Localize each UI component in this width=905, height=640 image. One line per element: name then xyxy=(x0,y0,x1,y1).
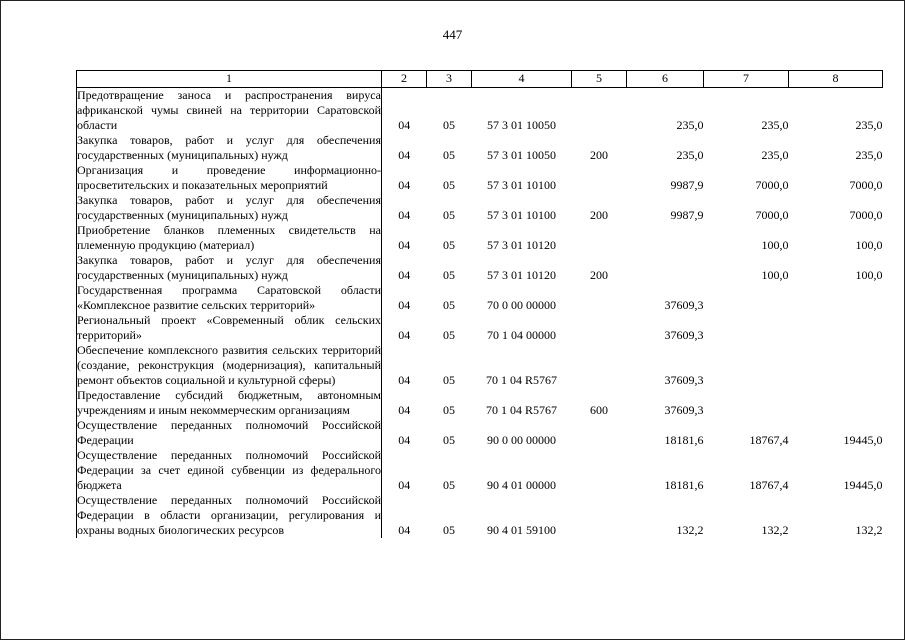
cell-section-code: 04 xyxy=(398,148,411,162)
cell-section-code: 04 xyxy=(398,238,411,252)
cell-item-name: Осуществление переданных полномочий Российской Федерации за счет единой субвенции из федерального бюджета xyxy=(77,448,381,492)
cell-amount-year1: 9987,9 xyxy=(670,208,704,222)
cell-amount-year3: 7000,0 xyxy=(849,178,883,192)
cell-amount-year2: 7000,0 xyxy=(755,208,789,222)
cell-section-code: 04 xyxy=(398,178,411,192)
table-row xyxy=(77,88,883,134)
cell-amount-year2: 132,2 xyxy=(761,523,789,537)
cell-amount-year3 xyxy=(789,388,883,418)
cell-expense-type xyxy=(572,163,627,193)
cell-item-name: Закупка товаров, работ и услуг для обеспечения государственных (муниципальных) нужд xyxy=(77,193,381,222)
cell-subsection-code: 05 xyxy=(443,373,455,387)
column-header-1: 1 xyxy=(77,71,382,88)
cell-amount-year1: 235,0 xyxy=(676,118,704,132)
cell-target-article: 90 0 00 00000 xyxy=(487,433,556,447)
cell-expense-type: 200 xyxy=(590,208,608,222)
cell-amount-year2 xyxy=(704,388,789,418)
cell-section-code: 04 xyxy=(398,208,411,222)
cell-amount-year1: 235,0 xyxy=(676,148,704,162)
cell-item-name: Региональный проект «Современный облик сельских территорий» xyxy=(77,313,381,342)
cell-target-article: 57 3 01 10100 xyxy=(487,178,556,192)
cell-subsection-code: 05 xyxy=(443,523,455,537)
cell-subsection-code: 05 xyxy=(443,268,455,282)
cell-target-article: 57 3 01 10050 xyxy=(487,118,556,132)
cell-item-name: Организация и проведение информационно-просветительских и показательных мероприятий xyxy=(77,163,381,192)
cell-subsection-code: 05 xyxy=(443,433,455,447)
cell-expense-type xyxy=(572,448,627,493)
cell-amount-year2: 100,0 xyxy=(761,268,789,282)
cell-target-article: 57 3 01 10120 xyxy=(487,238,556,252)
cell-subsection-code: 05 xyxy=(443,208,455,222)
cell-section-code: 04 xyxy=(398,118,411,132)
cell-item-name: Государственная программа Саратовской области «Комплексное развитие сельских территорий» xyxy=(77,283,381,312)
table-row xyxy=(77,388,883,418)
cell-item-name: Обеспечение комплексного развития сельских территорий (создание, реконструкция (модернизация), капитальный ремонт объектов социальной и культурной сферы) xyxy=(77,343,381,387)
column-header-6: 6 xyxy=(627,71,704,88)
cell-amount-year3: 100,0 xyxy=(855,268,883,282)
cell-amount-year1: 37609,3 xyxy=(664,328,704,342)
cell-amount-year1: 18181,6 xyxy=(664,433,704,447)
cell-expense-type: 600 xyxy=(590,403,608,417)
cell-amount-year1: 132,2 xyxy=(676,523,704,537)
cell-amount-year1: 9987,9 xyxy=(670,178,704,192)
cell-amount-year1 xyxy=(627,223,704,253)
column-header-8: 8 xyxy=(789,71,883,88)
cell-subsection-code: 05 xyxy=(443,403,455,417)
cell-amount-year2: 7000,0 xyxy=(755,178,789,192)
column-header-2: 2 xyxy=(382,71,427,88)
cell-section-code: 04 xyxy=(398,478,411,492)
cell-target-article: 90 4 01 59100 xyxy=(487,523,556,537)
cell-expense-type: 200 xyxy=(590,268,608,282)
cell-expense-type xyxy=(572,418,627,448)
cell-item-name: Осуществление переданных полномочий Российской Федерации в области организации, регулирования и охраны водных биологических ресурсов xyxy=(77,493,381,537)
cell-expense-type xyxy=(572,88,627,134)
cell-amount-year3: 235,0 xyxy=(855,148,883,162)
cell-target-article: 70 0 00 00000 xyxy=(487,298,556,312)
cell-amount-year3: 19445,0 xyxy=(843,478,883,492)
column-header-3: 3 xyxy=(427,71,472,88)
table-header-row xyxy=(77,71,883,88)
cell-subsection-code: 05 xyxy=(443,328,455,342)
table-row xyxy=(77,313,883,343)
cell-expense-type xyxy=(572,313,627,343)
cell-expense-type xyxy=(572,283,627,313)
cell-amount-year1: 18181,6 xyxy=(664,478,704,492)
cell-amount-year2 xyxy=(704,283,789,313)
cell-amount-year3 xyxy=(789,343,883,388)
table-row xyxy=(77,448,883,493)
table-row xyxy=(77,283,883,313)
cell-item-name: Осуществление переданных полномочий Российской Федерации xyxy=(77,418,381,447)
table-row xyxy=(77,493,883,538)
table-body xyxy=(77,88,883,539)
cell-amount-year3: 132,2 xyxy=(855,523,883,537)
cell-expense-type: 200 xyxy=(590,148,608,162)
cell-amount-year2: 18767,4 xyxy=(749,478,789,492)
page-number: 447 xyxy=(442,27,463,42)
cell-target-article: 57 3 01 10050 xyxy=(487,148,556,162)
cell-amount-year2: 235,0 xyxy=(761,148,789,162)
cell-expense-type xyxy=(572,343,627,388)
cell-target-article: 57 3 01 10120 xyxy=(487,268,556,282)
cell-subsection-code: 05 xyxy=(443,178,455,192)
table-row xyxy=(77,163,883,193)
cell-item-name: Закупка товаров, работ и услуг для обеспечения государственных (муниципальных) нужд xyxy=(77,133,381,162)
cell-section-code: 04 xyxy=(398,523,411,537)
column-header-7: 7 xyxy=(704,71,789,88)
cell-section-code: 04 xyxy=(398,328,411,342)
cell-section-code: 04 xyxy=(398,433,411,447)
cell-amount-year3: 235,0 xyxy=(855,118,883,132)
cell-subsection-code: 05 xyxy=(443,238,455,252)
table-row xyxy=(77,223,883,253)
cell-amount-year3: 100,0 xyxy=(855,238,883,252)
budget-table xyxy=(76,70,883,538)
cell-subsection-code: 05 xyxy=(443,298,455,312)
cell-item-name: Предотвращение заноса и распространения вируса африканской чумы свиней на территории Саратовской области xyxy=(77,88,381,132)
cell-subsection-code: 05 xyxy=(443,148,455,162)
column-header-5: 5 xyxy=(572,71,627,88)
table-row xyxy=(77,418,883,448)
cell-expense-type xyxy=(572,493,627,538)
cell-target-article: 90 4 01 00000 xyxy=(487,478,556,492)
table-row xyxy=(77,343,883,388)
cell-target-article: 70 1 04 R5767 xyxy=(485,373,557,387)
table-row xyxy=(77,193,883,223)
cell-amount-year2 xyxy=(704,343,789,388)
cell-section-code: 04 xyxy=(398,298,411,312)
cell-target-article: 70 1 04 R5767 xyxy=(485,403,557,417)
cell-target-article: 57 3 01 10100 xyxy=(487,208,556,222)
cell-section-code: 04 xyxy=(398,373,411,387)
cell-amount-year2 xyxy=(704,313,789,343)
cell-item-name: Закупка товаров, работ и услуг для обеспечения государственных (муниципальных) нужд xyxy=(77,253,381,282)
cell-amount-year3: 19445,0 xyxy=(843,433,883,447)
cell-subsection-code: 05 xyxy=(443,478,455,492)
cell-item-name: Предоставление субсидий бюджетным, автономным учреждениям и иным некоммерческим организациям xyxy=(77,388,381,417)
table-row xyxy=(77,133,883,163)
cell-amount-year3: 7000,0 xyxy=(849,208,883,222)
cell-amount-year3 xyxy=(789,313,883,343)
cell-amount-year1: 37609,3 xyxy=(664,373,704,387)
cell-amount-year2: 100,0 xyxy=(761,238,789,252)
cell-expense-type xyxy=(572,223,627,253)
cell-amount-year1: 37609,3 xyxy=(664,298,704,312)
cell-amount-year2: 18767,4 xyxy=(749,433,789,447)
cell-section-code: 04 xyxy=(398,268,411,282)
cell-section-code: 04 xyxy=(398,403,411,417)
cell-item-name: Приобретение бланков племенных свидетельств на племенную продукцию (материал) xyxy=(77,223,381,252)
cell-subsection-code: 05 xyxy=(443,118,455,132)
column-header-4: 4 xyxy=(472,71,572,88)
cell-amount-year1 xyxy=(627,253,704,283)
cell-amount-year2: 235,0 xyxy=(761,118,789,132)
cell-amount-year1: 37609,3 xyxy=(664,403,704,417)
cell-amount-year3 xyxy=(789,283,883,313)
table-row xyxy=(77,253,883,283)
cell-target-article: 70 1 04 00000 xyxy=(487,328,556,342)
